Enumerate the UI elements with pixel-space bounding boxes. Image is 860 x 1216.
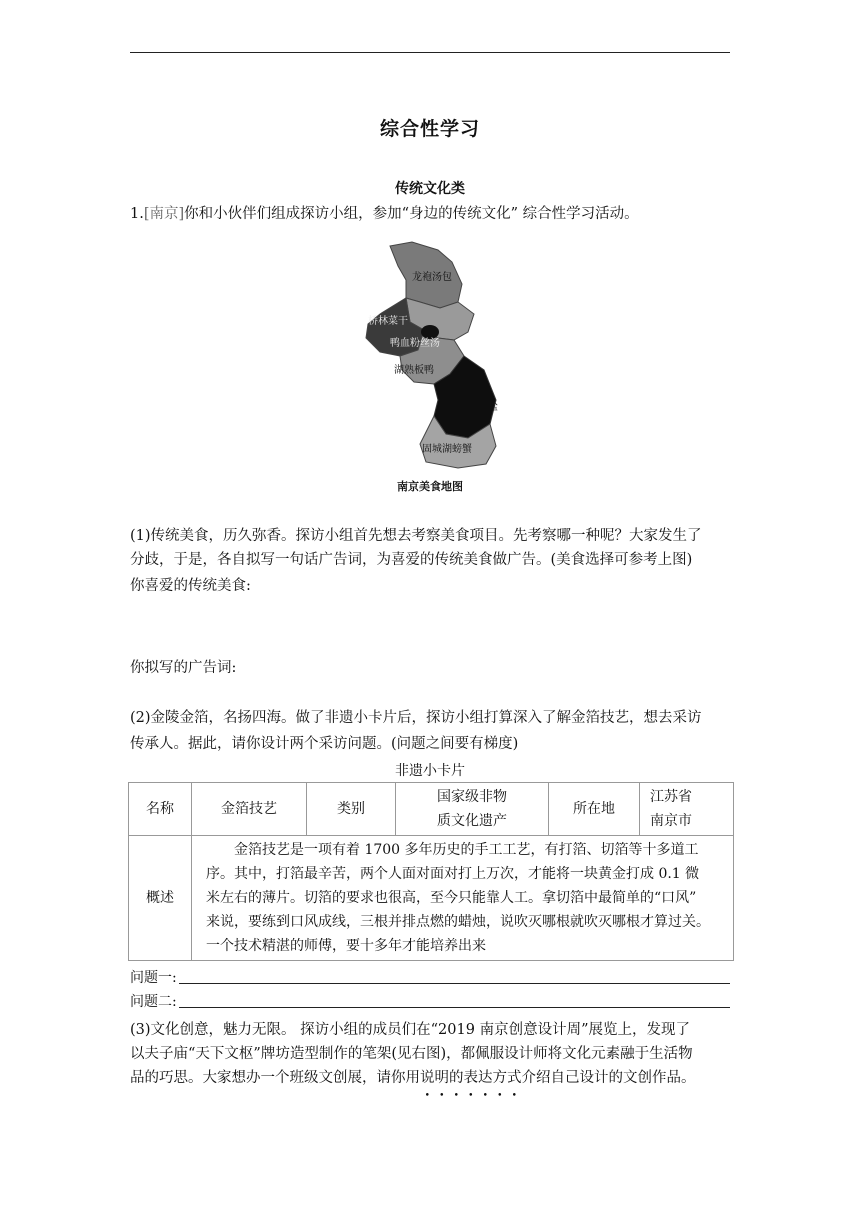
section-heading: 传统文化类 (395, 181, 465, 197)
emphasis-char: 式 (507, 1070, 522, 1086)
location-value-line-2: 南京市 (650, 813, 692, 829)
prompt-favorite-food: 你喜爱的传统美食: (130, 578, 251, 594)
name-label: 名称 (129, 783, 192, 836)
header-rule (130, 52, 730, 53)
heritage-card-title: 非遗小卡片 (395, 763, 465, 779)
question-source: [南京] (143, 206, 185, 222)
prompt-ad-slogan: 你拟写的广告词: (130, 660, 237, 676)
emphasis-char: 的 (449, 1070, 464, 1086)
overview-line: 金箔技艺是一项有着 1700 多年历史的手工工艺，有打箔、切箔等十多道工 (234, 842, 699, 858)
emphasis-char: 达 (478, 1070, 493, 1086)
location-value-line-1: 江苏省 (650, 789, 692, 805)
question-1-intro (130, 202, 730, 226)
map-label-longpao: 龙袍汤包 (412, 272, 452, 283)
question-one-answer-line[interactable] (179, 968, 730, 984)
emphasis-char: 方 (492, 1070, 507, 1086)
nanjing-food-map (360, 240, 510, 470)
part-3-line-2: 以夫子庙“天下文枢”牌坊造型制作的笔架(见右图)，都佩服设计师将文化元素融于生活物 (130, 1046, 693, 1062)
location-label: 所在地 (549, 783, 640, 836)
category-label: 类别 (307, 783, 396, 836)
overview-text (192, 836, 734, 961)
map-label-qiaolin: 桥林菜干 (368, 316, 408, 327)
question-text: 你和小伙伴们组成探访小组，参加“身边的传统文化” 综合性学习活动。 (184, 206, 639, 222)
question-two-answer-line[interactable] (179, 992, 730, 1008)
overview-label: 概述 (129, 836, 192, 961)
category-value-line-1: 国家级非物 (437, 789, 507, 805)
overview-line: 一个技术精湛的师傅，要十多年才能培养出来 (206, 938, 486, 954)
part-2-line-2: 传承人。据此，请你设计两个采访问题。(问题之间要有梯度) (130, 736, 519, 752)
location-value (640, 783, 734, 836)
category-value-line-2: 质文化遗产 (437, 813, 507, 829)
category-value (396, 783, 549, 836)
map-label-yaxue: 鸭血粉丝汤 (390, 338, 440, 349)
part-3-line-3 (130, 1066, 730, 1090)
question-one-label: 问题一: (130, 970, 177, 986)
part-1-line-2: 分歧，于是，各自拟写一句话广告词，为喜爱的传统美食做广告。(美食选择可参考上图) (130, 552, 693, 568)
table-row (129, 783, 734, 836)
heritage-card-table (128, 782, 734, 961)
part-3-line-3-start: 品的巧思。大家想办一个班级文创展，请你用 (130, 1070, 420, 1086)
page-title: 综合性学习 (379, 118, 480, 140)
part-2-line-1: (2)金陵金箔，名扬四海。做了非遗小卡片后，探访小组打算深入了解金箔技艺，想去采访 (130, 710, 702, 726)
overview-line: 序。其中，打箔最辛苦，两个人面对面对打上万次，才能将一块黄金打成 0.1 微 (206, 866, 700, 882)
map-label-hushu: 湖熟板鸭 (394, 365, 434, 376)
overview-line: 来说，要练到口风成线，三根并排点燃的蜡烛，说吹灭哪根就吹灭哪根才算过关。 (206, 914, 710, 930)
question-one-row (130, 968, 730, 988)
question-two-label: 问题二: (130, 994, 177, 1010)
emphasis-char: 明 (434, 1070, 449, 1086)
emphasized-phrase (420, 1070, 522, 1086)
map-label-gucheng: 固城湖螃蟹 (422, 444, 472, 455)
overview-line: 米左右的薄片。切箔的要求也很高，至今只能靠人工。拿切箔中最简单的“口风” (206, 890, 697, 906)
map-caption: 南京美食地图 (397, 480, 463, 493)
emphasis-char: 表 (463, 1070, 478, 1086)
table-row (129, 836, 734, 961)
part-1-line-1: (1)传统美食，历久弥香。探访小组首先想去考察美食项目。先考察哪一种呢？大家发生了 (130, 528, 702, 544)
question-two-row (130, 992, 730, 1012)
part-3-line-3-end: 介绍自己设计的文创作品。 (521, 1070, 696, 1086)
map-label-yan: 盐 (488, 402, 498, 413)
question-number: 1. (130, 206, 144, 222)
part-3-line-1: (3)文化创意，魅力无限。 探访小组的成员们在“2019 南京创意设计周”展览上，发现了 (130, 1022, 690, 1038)
emphasis-char: 说 (420, 1070, 435, 1086)
name-value: 金箔技艺 (192, 783, 307, 836)
